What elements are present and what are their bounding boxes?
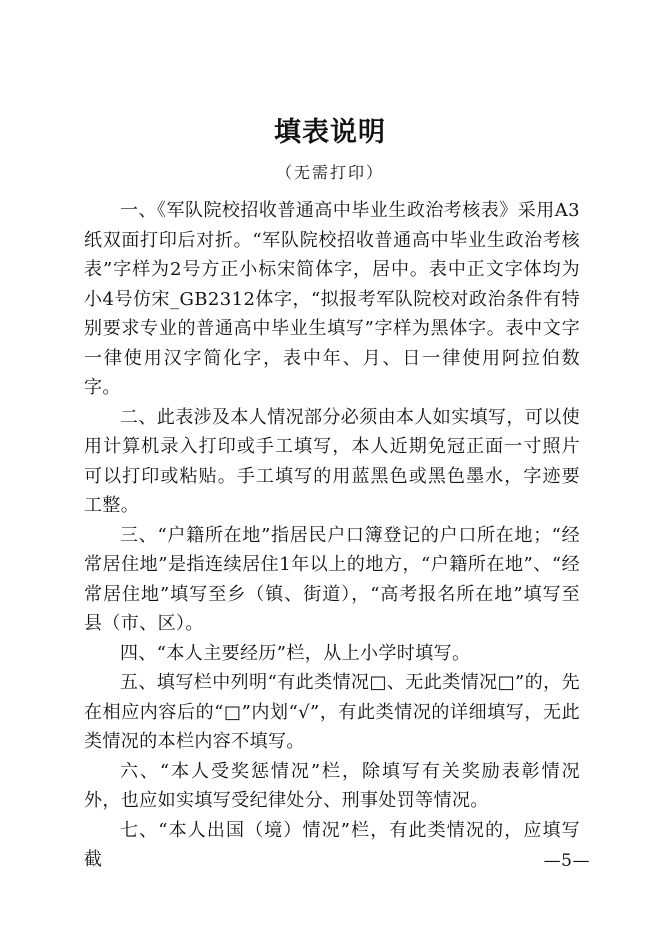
paragraph-2: 二、此表涉及本人情况部分必须由本人如实填写，可以使用计算机录入打印或手工填写，本人近期免冠正面一寸照片可以打印或粘贴。手工填写的用蓝黑色或黑色墨水，字迹要工整。 xyxy=(84,406,580,516)
paragraph-3: 三、“户籍所在地”指居民户口簿登记的户口所在地；“经常居住地”是指连续居住1年以上的地方，“户籍所在地”、“经常居住地”填写至乡（镇、街道），“高考报名所在地”填写至县（市、区）。 xyxy=(84,524,580,634)
paragraph-7: 七、“本人出国（境）情况”栏，有此类情况的，应填写截 xyxy=(84,819,580,870)
page-subtitle: （无需打印） xyxy=(275,163,384,182)
paragraph-6: 六、“本人受奖惩情况”栏，除填写有关奖励表彰情况外，也应如实填写受纪律处分、刑事处罚等情况。 xyxy=(84,760,580,811)
paragraph-5: 五、填写栏中列明“有此类情况□、无此类情况□”的，先在相应内容后的“□”内划“√”，有此类情况的详细填写，无此类情况的本栏内容不填写。 xyxy=(84,672,580,752)
page-title: 填表说明 xyxy=(274,117,386,148)
instructions-body xyxy=(84,196,580,875)
paragraph-4: 四、“本人主要经历”栏，从上小学时填写。 xyxy=(120,642,471,664)
paragraph-1: 一、《军队院校招收普通高中毕业生政治考核表》采用A3纸双面打印后对折。“军队院校招收普通高中毕业生政治考核表”字样为2号方正小标宋简体字，居中。表中正文字体均为小4号仿宋_GB2312体字，“拟报考军队院校对政治条件有特别要求专业的普通高中毕业生填写”字样为黑体字。表中文字一律使用汉字简化字，表中年、月、日一律使用阿拉伯数字。 xyxy=(84,200,580,398)
page-number: —5— xyxy=(543,851,590,871)
